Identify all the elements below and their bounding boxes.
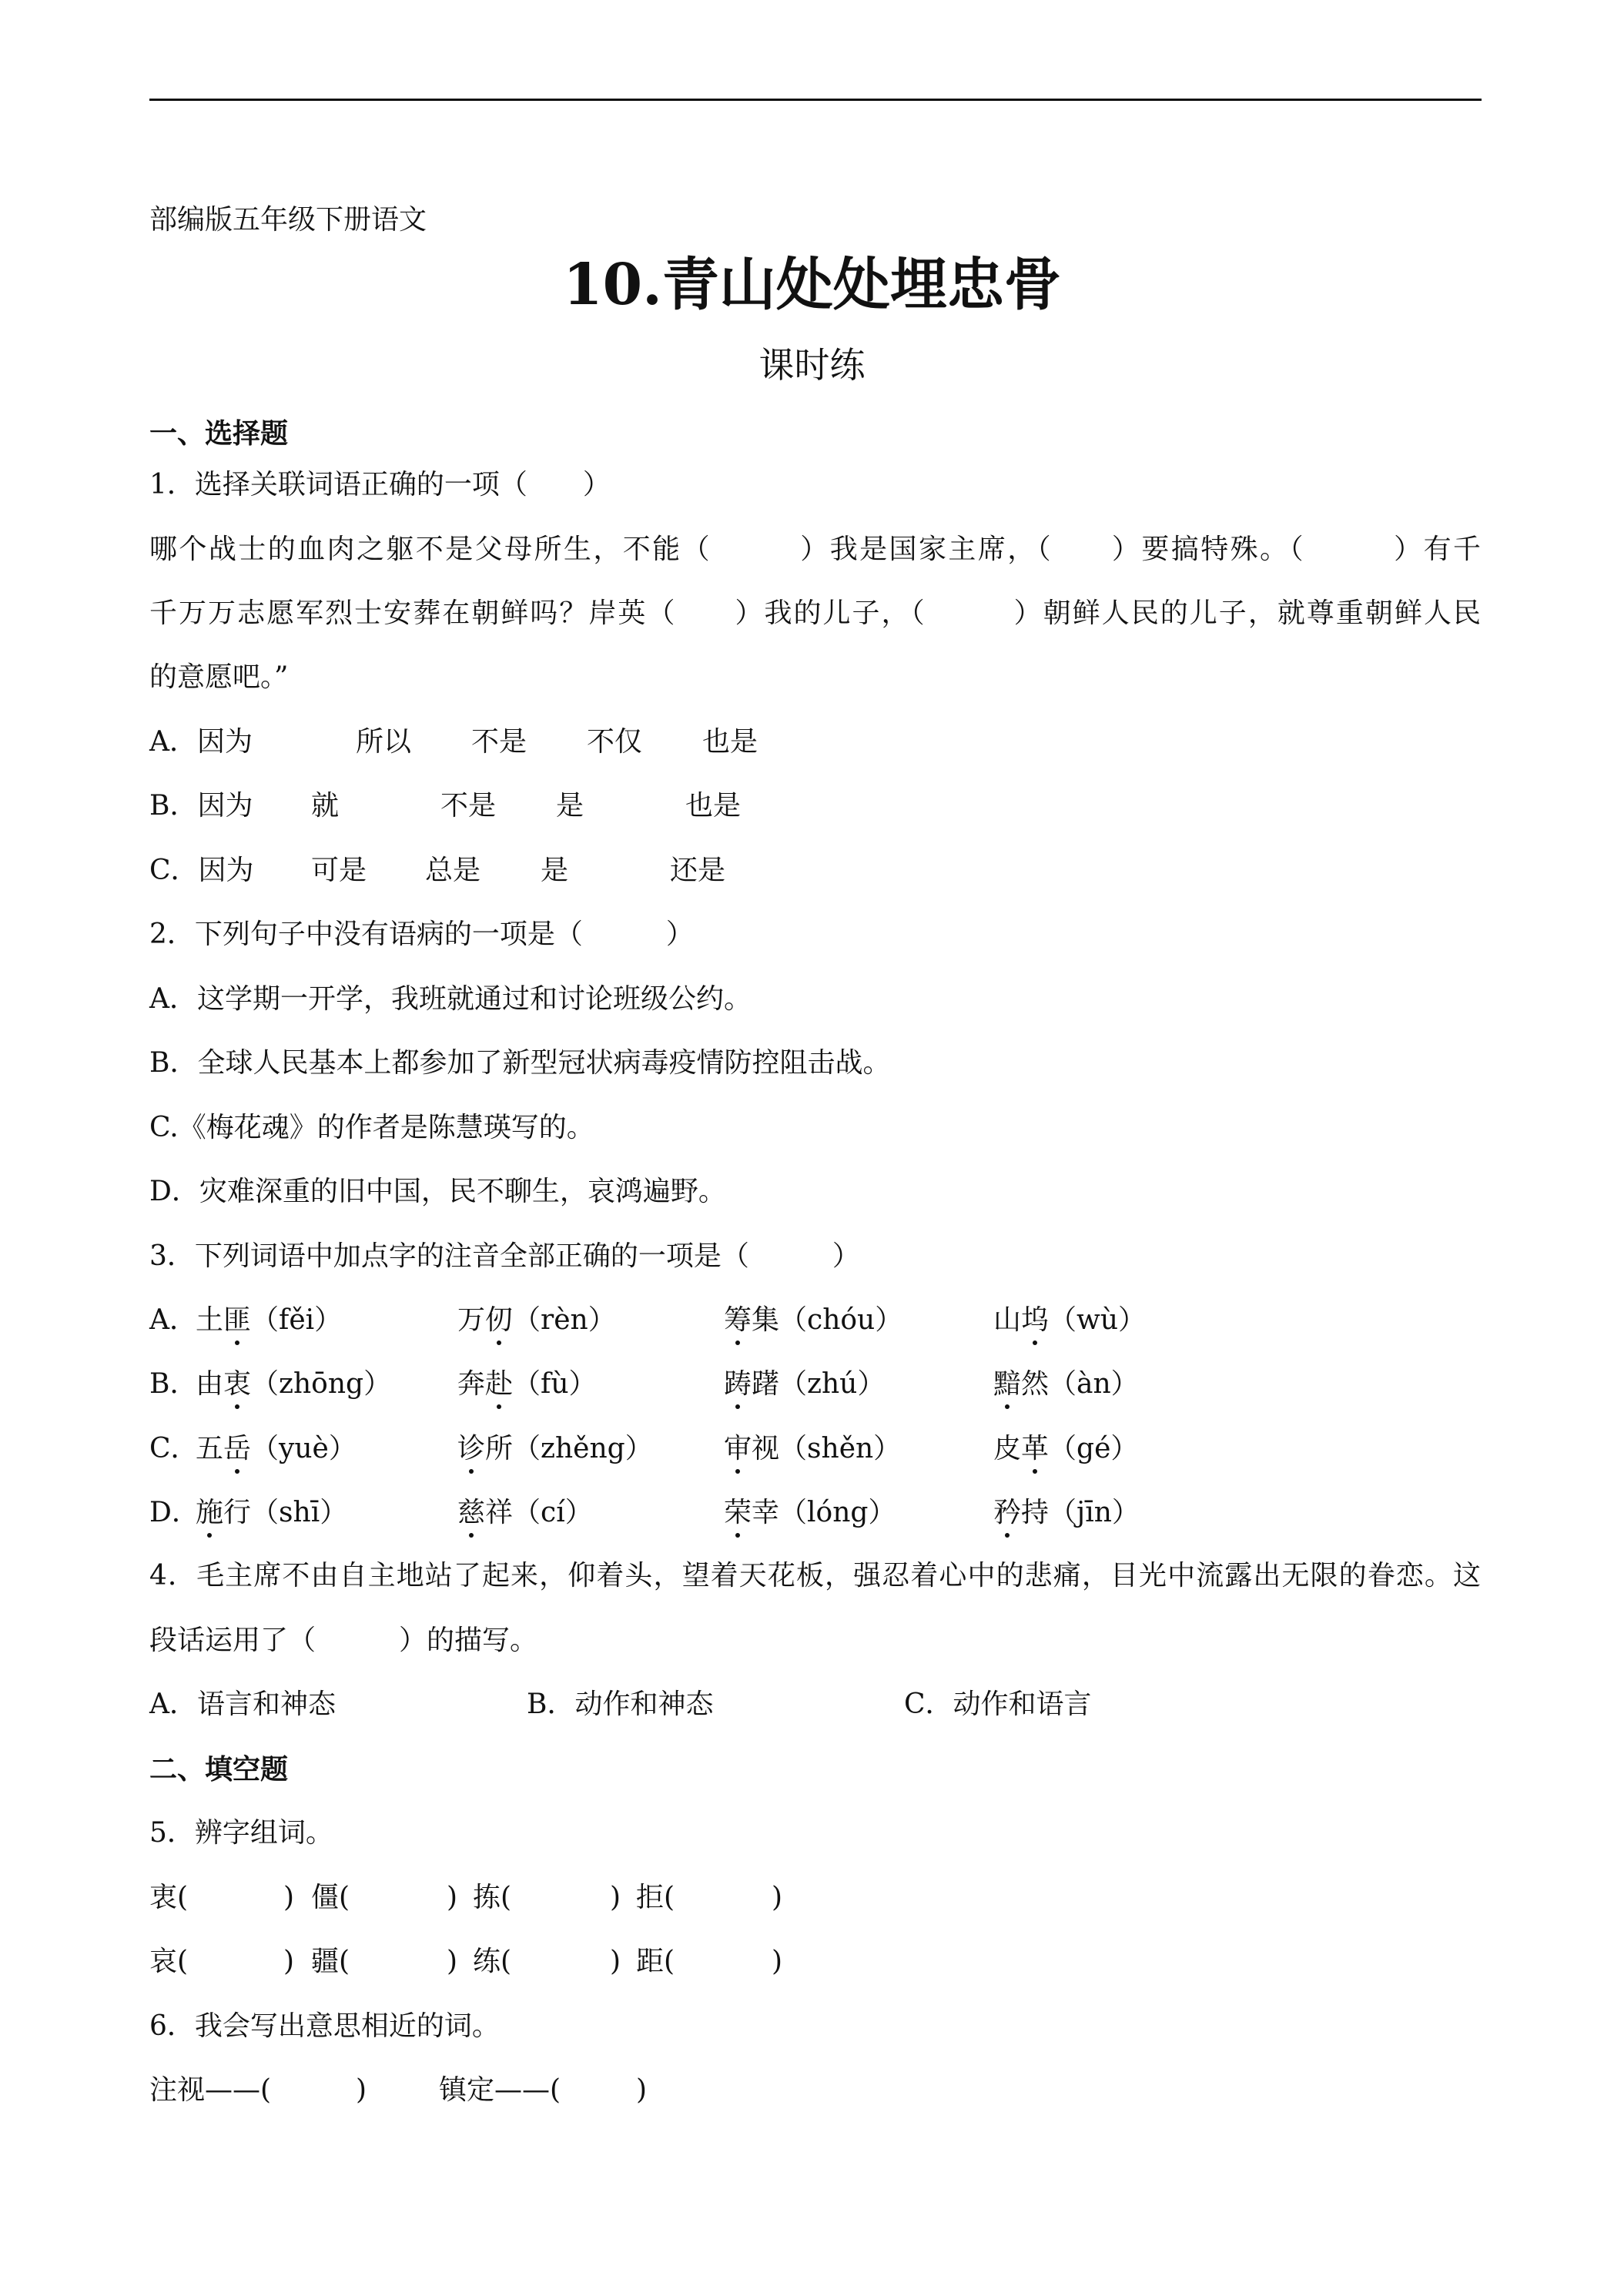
q5-blank[interactable]: 练( — [473, 1946, 512, 1977]
q3-dotted-char: 矜 — [993, 1494, 1021, 1531]
q1-option-a-label: A．因为 — [149, 726, 253, 758]
q3-char: 所 — [485, 1433, 514, 1464]
q1-passage-line2: 千万万志愿军烈士安葬在朝鲜吗？岸英（ ）我的儿子，（ ）朝鲜人民的儿子，就尊重朝鲜人民 — [149, 597, 1481, 629]
q3-stem: 3．下列词语中加点字的注音全部正确的一项是（ ） — [149, 1240, 860, 1272]
section-fill-heading: 二、填空题 — [149, 1753, 289, 1786]
subject-header: 部编版五年级下册语文 — [149, 204, 427, 236]
q5-blank[interactable]: 疆( — [311, 1946, 350, 1977]
q3-pinyin: （lóng） — [779, 1497, 896, 1528]
q3-dotted-char: 衷 — [223, 1366, 251, 1403]
q3-dotted-char: 筹 — [724, 1302, 752, 1339]
q3-dotted-char: 踌 — [724, 1366, 752, 1403]
q5-stem: 5．辨字组词。 — [149, 1817, 333, 1849]
q3-char: 视 — [752, 1433, 780, 1464]
q3-word — [993, 1494, 1140, 1531]
q3-char: 由 — [196, 1368, 224, 1400]
q5-blank-close: ) — [772, 1882, 783, 1913]
q3-pinyin: （rèn） — [513, 1304, 616, 1336]
q3-dotted-char: 革 — [1021, 1431, 1049, 1468]
q6-blank[interactable]: 注视——( — [149, 2074, 272, 2106]
q6-blank-close: ) — [356, 2074, 367, 2106]
q3-pinyin: （fù） — [513, 1368, 597, 1400]
q5-blank-close: ) — [283, 1882, 295, 1913]
q1-option-c-word: 可是 — [311, 855, 367, 886]
q3-pinyin: （gé） — [1049, 1433, 1139, 1464]
q3-option-label: C． — [149, 1433, 199, 1464]
q3-word — [457, 1366, 597, 1403]
q5-blank[interactable]: 哀( — [149, 1946, 189, 1977]
q3-char: 万 — [457, 1304, 486, 1336]
q3-option-label: B． — [149, 1368, 198, 1400]
q5-blank-close: ) — [610, 1882, 621, 1913]
q3-dotted-char: 审 — [724, 1431, 752, 1468]
q3-dotted-char: 匪 — [223, 1302, 251, 1339]
q3-pinyin: （shěn） — [779, 1433, 902, 1464]
q3-char: 幸 — [752, 1497, 780, 1528]
q1-option-c-word: 还是 — [670, 855, 726, 886]
page-subtitle: 课时练 — [758, 344, 866, 386]
q5-blank-close: ) — [447, 1882, 458, 1913]
q5-blank-close: ) — [447, 1946, 458, 1977]
q3-pinyin: （chóu） — [779, 1304, 903, 1336]
q1-option-b-word: 是 — [556, 790, 584, 822]
q3-pinyin: （zhōng） — [251, 1368, 392, 1400]
q3-char: 山 — [993, 1304, 1022, 1336]
q1-option-a-word: 不是 — [471, 726, 527, 758]
q3-char: 奔 — [457, 1368, 486, 1400]
q3-pinyin: （fěi） — [251, 1304, 343, 1336]
q5-blank[interactable]: 僵( — [311, 1882, 350, 1913]
q3-dotted-char: 黯 — [993, 1366, 1021, 1403]
q3-char: 行 — [223, 1497, 252, 1528]
q3-word — [457, 1302, 616, 1339]
q5-blank-close: ) — [772, 1946, 783, 1977]
q3-word — [196, 1302, 342, 1339]
q1-option-a-word: 也是 — [702, 726, 758, 758]
q3-word — [196, 1366, 391, 1403]
q1-option-b-word: 就 — [311, 790, 340, 822]
q3-dotted-char: 坞 — [1021, 1302, 1049, 1339]
q1-option-a-word: 所以 — [356, 726, 412, 758]
q2-stem: 2．下列句子中没有语病的一项是（ ） — [149, 919, 694, 950]
section-choice-heading: 一、选择题 — [149, 417, 289, 450]
q3-char: 然 — [1021, 1368, 1050, 1400]
q1-option-c-word: 总是 — [425, 855, 481, 886]
q5-blank-close: ) — [283, 1946, 295, 1977]
q3-char: 躇 — [752, 1368, 780, 1400]
q3-word — [993, 1302, 1146, 1339]
q3-word — [993, 1431, 1138, 1468]
q3-char: 土 — [196, 1304, 224, 1336]
q3-option-label: D． — [149, 1497, 199, 1528]
q1-option-c-label: C．因为 — [149, 855, 254, 886]
q2-option-a[interactable]: A．这学期一开学，我班就通过和讨论班级公约。 — [149, 983, 752, 1015]
q3-word — [196, 1431, 357, 1468]
q1-option-b-word: 不是 — [440, 790, 497, 822]
q3-char: 集 — [752, 1304, 780, 1336]
q6-blank[interactable]: 镇定——( — [439, 2074, 561, 2106]
q3-word — [724, 1494, 896, 1531]
q3-pinyin: （wù） — [1049, 1304, 1147, 1336]
q3-word — [724, 1302, 902, 1339]
q3-char: 皮 — [993, 1433, 1022, 1464]
q5-blank[interactable]: 衷( — [149, 1882, 189, 1913]
q3-pinyin: （àn） — [1049, 1368, 1139, 1400]
q2-option-d[interactable]: D．灾难深重的旧中国，民不聊生，哀鸿遍野。 — [149, 1176, 726, 1207]
q4-stem-line2: 段话运用了（ ）的描写。 — [149, 1625, 538, 1656]
q3-pinyin: （shī） — [251, 1497, 348, 1528]
q3-char: 五 — [196, 1433, 224, 1464]
q4-option-a[interactable]: A．语言和神态 — [149, 1689, 336, 1720]
q3-word — [196, 1494, 347, 1531]
q2-option-c[interactable]: C.《梅花魂》的作者是陈慧瑛写的。 — [149, 1112, 594, 1143]
q3-pinyin: （zhěng） — [513, 1433, 653, 1464]
q3-option-label: A． — [149, 1304, 197, 1336]
q4-option-b[interactable]: B．动作和神态 — [527, 1689, 714, 1720]
q3-pinyin: （cí） — [513, 1497, 593, 1528]
q3-pinyin: （yuè） — [251, 1433, 357, 1464]
q5-blank[interactable]: 拒( — [636, 1882, 675, 1913]
q3-char: 持 — [1021, 1497, 1050, 1528]
q6-stem: 6．我会写出意思相近的词。 — [149, 2010, 500, 2042]
q3-dotted-char: 慈 — [457, 1494, 485, 1531]
q3-pinyin: （zhú） — [779, 1368, 886, 1400]
q3-dotted-char: 荣 — [724, 1494, 752, 1531]
q3-word — [457, 1494, 593, 1531]
q1-passage-line1: 哪个战士的血肉之躯不是父母所生，不能（ ）我是国家主席，（ ）要搞特殊。（ ）有千 — [149, 534, 1481, 565]
q2-option-b[interactable]: B．全球人民基本上都参加了新型冠状病毒疫情防控阻击战。 — [149, 1047, 891, 1079]
q5-blank-close: ) — [610, 1946, 621, 1977]
q3-dotted-char: 诊 — [457, 1431, 485, 1468]
q5-blank[interactable]: 拣( — [473, 1882, 512, 1913]
q1-passage-line3: 的意愿吧。” — [149, 661, 289, 693]
q4-stem-line1: 4．毛主席不由自主地站了起来，仰着头，望着天花板，强忍着心中的悲痛，目光中流露出无限的眷恋。这 — [149, 1560, 1481, 1591]
q3-word — [457, 1431, 653, 1468]
q3-char: 祥 — [485, 1497, 514, 1528]
q3-dotted-char: 施 — [196, 1494, 223, 1531]
page-title: 10.青山处处埋忠骨 — [563, 252, 1061, 318]
q3-dotted-char: 仞 — [485, 1302, 513, 1339]
q3-word — [993, 1366, 1139, 1403]
q4-option-c[interactable]: C．动作和语言 — [904, 1689, 1092, 1720]
q1-option-b-word: 也是 — [685, 790, 742, 822]
q1-option-c-word: 是 — [541, 855, 569, 886]
q3-pinyin: （jīn） — [1049, 1497, 1140, 1528]
q1-option-b-label: B．因为 — [149, 790, 253, 822]
q1-stem: 1．选择关联词语正确的一项（ ） — [149, 469, 611, 500]
q3-word — [724, 1366, 885, 1403]
q6-blank-close: ) — [636, 2074, 648, 2106]
q3-dotted-char: 赴 — [485, 1366, 513, 1403]
q5-blank[interactable]: 距( — [636, 1946, 675, 1977]
header-rule — [149, 99, 1482, 101]
q3-dotted-char: 岳 — [223, 1431, 251, 1468]
q1-option-a-word: 不仅 — [587, 726, 643, 758]
q3-word — [724, 1431, 901, 1468]
